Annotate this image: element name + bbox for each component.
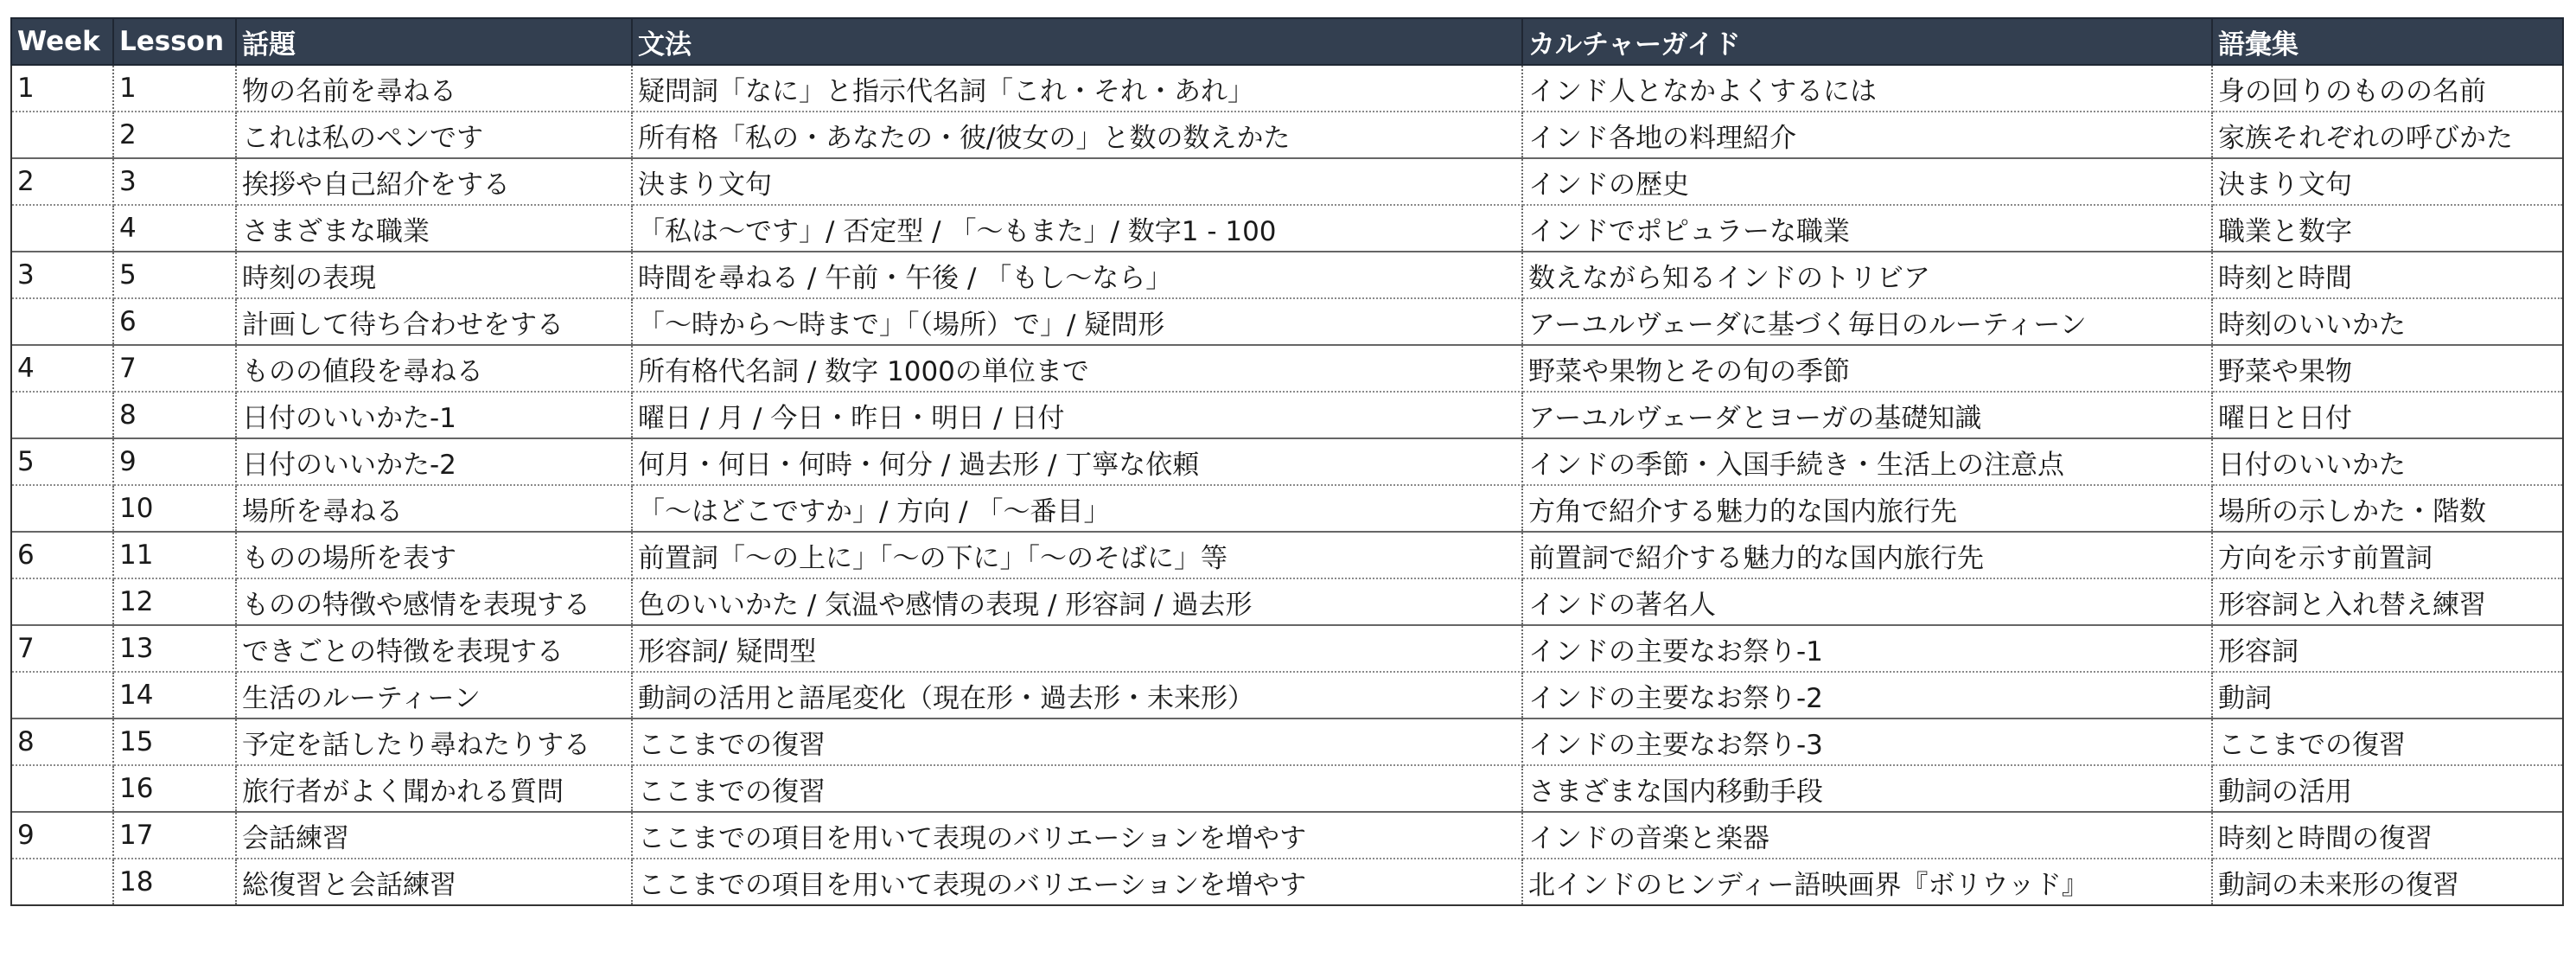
topic-cell[interactable]: ものの値段を尋ねる xyxy=(236,345,632,392)
lesson-cell[interactable]: 6 xyxy=(113,298,236,345)
lesson-cell[interactable]: 15 xyxy=(113,718,236,765)
header-row xyxy=(11,18,2563,65)
week-cell[interactable]: 4 xyxy=(11,345,113,392)
grammar-cell[interactable]: 所有格代名詞 / 数字 1000の単位まで xyxy=(632,345,1522,392)
vocab-cell[interactable]: 家族それぞれの呼びかた xyxy=(2212,112,2563,158)
vocab-cell[interactable]: 動詞 xyxy=(2212,672,2563,718)
grammar-cell[interactable]: 形容詞/ 疑問型 xyxy=(632,625,1522,672)
topic-cell[interactable]: 場所を尋ねる xyxy=(236,485,632,532)
vocab-cell[interactable]: 時刻のいいかた xyxy=(2212,298,2563,345)
week-cell[interactable] xyxy=(11,392,113,438)
table-row xyxy=(11,532,2563,578)
table-row xyxy=(11,859,2563,905)
table-row xyxy=(11,252,2563,298)
culture-cell[interactable]: インドの季節・入国手続き・生活上の注意点 xyxy=(1522,438,2212,485)
table-row xyxy=(11,485,2563,532)
topic-cell[interactable]: 時刻の表現 xyxy=(236,252,632,298)
table-row xyxy=(11,345,2563,392)
header-grammar[interactable]: 文法 xyxy=(632,18,1522,65)
table-row xyxy=(11,298,2563,345)
lesson-cell[interactable]: 7 xyxy=(113,345,236,392)
lesson-cell[interactable]: 8 xyxy=(113,392,236,438)
culture-cell[interactable]: 数えながら知るインドのトリビア xyxy=(1522,252,2212,298)
lesson-cell[interactable]: 13 xyxy=(113,625,236,672)
table-row xyxy=(11,65,2563,112)
vocab-cell[interactable]: 身の回りのものの名前 xyxy=(2212,65,2563,112)
vocab-cell[interactable]: 決まり文句 xyxy=(2212,158,2563,205)
week-cell[interactable] xyxy=(11,578,113,625)
week-cell[interactable]: 1 xyxy=(11,65,113,112)
culture-cell[interactable]: 北インドのヒンディー語映画界『ボリウッド』 xyxy=(1522,859,2212,905)
vocab-cell[interactable]: 時刻と時間の復習 xyxy=(2212,812,2563,859)
topic-cell[interactable]: さまざまな職業 xyxy=(236,205,632,252)
culture-cell[interactable]: 野菜や果物とその旬の季節 xyxy=(1522,345,2212,392)
vocab-cell[interactable]: 曜日と日付 xyxy=(2212,392,2563,438)
culture-cell[interactable]: インド人となかよくするには xyxy=(1522,65,2212,112)
culture-cell[interactable]: インドの主要なお祭り-2 xyxy=(1522,672,2212,718)
vocab-cell[interactable]: 野菜や果物 xyxy=(2212,345,2563,392)
grammar-cell[interactable]: 「〜はどこですか」/ 方向 / 「〜番目」 xyxy=(632,485,1522,532)
table-row xyxy=(11,765,2563,812)
grammar-cell[interactable]: 「〜時から〜時まで」「（場所）で」/ 疑問形 xyxy=(632,298,1522,345)
lesson-cell[interactable]: 3 xyxy=(113,158,236,205)
week-cell[interactable] xyxy=(11,672,113,718)
week-cell[interactable] xyxy=(11,112,113,158)
culture-cell[interactable]: インド各地の料理紹介 xyxy=(1522,112,2212,158)
grammar-cell[interactable]: 動詞の活用と語尾変化（現在形・過去形・未来形） xyxy=(632,672,1522,718)
lesson-cell[interactable]: 9 xyxy=(113,438,236,485)
table-row xyxy=(11,718,2563,765)
topic-cell[interactable]: 旅行者がよく聞かれる質問 xyxy=(236,765,632,812)
week-cell[interactable] xyxy=(11,859,113,905)
table-row xyxy=(11,392,2563,438)
lesson-cell[interactable]: 17 xyxy=(113,812,236,859)
topic-cell[interactable]: 総復習と会話練習 xyxy=(236,859,632,905)
table-row xyxy=(11,158,2563,205)
culture-cell[interactable]: 前置詞で紹介する魅力的な国内旅行先 xyxy=(1522,532,2212,578)
topic-cell[interactable]: 予定を話したり尋ねたりする xyxy=(236,718,632,765)
grammar-cell[interactable]: 「私は〜です」/ 否定型 / 「〜もまた」/ 数字1 - 100 xyxy=(632,205,1522,252)
header-lesson[interactable]: Lesson xyxy=(113,18,236,65)
topic-cell[interactable]: 挨拶や自己紹介をする xyxy=(236,158,632,205)
vocab-cell[interactable]: 動詞の未来形の復習 xyxy=(2212,859,2563,905)
topic-cell[interactable]: 生活のルーティーン xyxy=(236,672,632,718)
topic-cell[interactable]: ものの場所を表す xyxy=(236,532,632,578)
week-cell[interactable]: 6 xyxy=(11,532,113,578)
vocab-cell[interactable]: 場所の示しかた・階数 xyxy=(2212,485,2563,532)
lesson-cell[interactable]: 2 xyxy=(113,112,236,158)
culture-cell[interactable]: インドの歴史 xyxy=(1522,158,2212,205)
table-row xyxy=(11,812,2563,859)
grammar-cell[interactable]: 前置詞「〜の上に」「〜の下に」「〜のそばに」等 xyxy=(632,532,1522,578)
topic-cell[interactable]: 物の名前を尋ねる xyxy=(236,65,632,112)
header-culture[interactable]: カルチャーガイド xyxy=(1522,18,2212,65)
lesson-cell[interactable]: 5 xyxy=(113,252,236,298)
topic-cell[interactable]: 会話練習 xyxy=(236,812,632,859)
lesson-cell[interactable]: 16 xyxy=(113,765,236,812)
vocab-cell[interactable]: ここまでの復習 xyxy=(2212,718,2563,765)
topic-cell[interactable]: 日付のいいかた-1 xyxy=(236,392,632,438)
lesson-cell[interactable]: 14 xyxy=(113,672,236,718)
topic-cell[interactable]: これは私のペンです xyxy=(236,112,632,158)
culture-cell[interactable]: アーユルヴェーダとヨーガの基礎知識 xyxy=(1522,392,2212,438)
week-cell[interactable]: 2 xyxy=(11,158,113,205)
vocab-cell[interactable]: 時刻と時間 xyxy=(2212,252,2563,298)
lesson-cell[interactable]: 1 xyxy=(113,65,236,112)
lesson-cell[interactable]: 12 xyxy=(113,578,236,625)
header-vocab[interactable]: 語彙集 xyxy=(2212,18,2563,65)
week-cell[interactable]: 5 xyxy=(11,438,113,485)
vocab-cell[interactable]: 日付のいいかた xyxy=(2212,438,2563,485)
week-cell[interactable]: 3 xyxy=(11,252,113,298)
culture-cell[interactable]: インドでポピュラーな職業 xyxy=(1522,205,2212,252)
grammar-cell[interactable]: 疑問詞「なに」と指示代名詞「これ・それ・あれ」 xyxy=(632,65,1522,112)
topic-cell[interactable]: できごとの特徴を表現する xyxy=(236,625,632,672)
table-row xyxy=(11,205,2563,252)
vocab-cell[interactable]: 職業と数字 xyxy=(2212,205,2563,252)
culture-cell[interactable]: インドの音楽と楽器 xyxy=(1522,812,2212,859)
culture-cell[interactable]: インドの主要なお祭り-3 xyxy=(1522,718,2212,765)
culture-cell[interactable]: インドの主要なお祭り-1 xyxy=(1522,625,2212,672)
culture-cell[interactable]: 方角で紹介する魅力的な国内旅行先 xyxy=(1522,485,2212,532)
header-topic[interactable]: 話題 xyxy=(236,18,632,65)
table-row xyxy=(11,438,2563,485)
grammar-cell[interactable]: 何月・何日・何時・何分 / 過去形 / 丁寧な依頼 xyxy=(632,438,1522,485)
lesson-cell[interactable]: 18 xyxy=(113,859,236,905)
culture-cell[interactable]: インドの著名人 xyxy=(1522,578,2212,625)
week-cell[interactable] xyxy=(11,485,113,532)
vocab-cell[interactable]: 動詞の活用 xyxy=(2212,765,2563,812)
table-row xyxy=(11,625,2563,672)
week-cell[interactable] xyxy=(11,765,113,812)
lesson-cell[interactable]: 11 xyxy=(113,532,236,578)
topic-cell[interactable]: ものの特徴や感情を表現する xyxy=(236,578,632,625)
week-cell[interactable]: 7 xyxy=(11,625,113,672)
curriculum-table xyxy=(10,17,2564,906)
table-row xyxy=(11,578,2563,625)
grammar-cell[interactable]: ここまでの項目を用いて表現のバリエーションを増やす xyxy=(632,859,1522,905)
topic-cell[interactable]: 計画して待ち合わせをする xyxy=(236,298,632,345)
week-cell[interactable] xyxy=(11,298,113,345)
vocab-cell[interactable]: 形容詞と入れ替え練習 xyxy=(2212,578,2563,625)
table-row xyxy=(11,112,2563,158)
culture-cell[interactable]: アーユルヴェーダに基づく毎日のルーティーン xyxy=(1522,298,2212,345)
grammar-cell[interactable]: 時間を尋ねる / 午前・午後 / 「もし〜なら」 xyxy=(632,252,1522,298)
topic-cell[interactable]: 日付のいいかた-2 xyxy=(236,438,632,485)
grammar-cell[interactable]: 色のいいかた / 気温や感情の表現 / 形容詞 / 過去形 xyxy=(632,578,1522,625)
vocab-cell[interactable]: 形容詞 xyxy=(2212,625,2563,672)
culture-cell[interactable]: さまざまな国内移動手段 xyxy=(1522,765,2212,812)
header-week[interactable]: Week xyxy=(11,18,113,65)
week-cell[interactable]: 8 xyxy=(11,718,113,765)
grammar-cell[interactable]: ここまでの復習 xyxy=(632,765,1522,812)
grammar-cell[interactable]: 決まり文句 xyxy=(632,158,1522,205)
lesson-cell[interactable]: 4 xyxy=(113,205,236,252)
week-cell[interactable] xyxy=(11,205,113,252)
grammar-cell[interactable]: ここまでの復習 xyxy=(632,718,1522,765)
grammar-cell[interactable]: 曜日 / 月 / 今日・昨日・明日 / 日付 xyxy=(632,392,1522,438)
lesson-cell[interactable]: 10 xyxy=(113,485,236,532)
grammar-cell[interactable]: 所有格「私の・あなたの・彼/彼女の」と数の数えかた xyxy=(632,112,1522,158)
grammar-cell[interactable]: ここまでの項目を用いて表現のバリエーションを増やす xyxy=(632,812,1522,859)
week-cell[interactable]: 9 xyxy=(11,812,113,859)
table-body xyxy=(11,65,2563,905)
table-row xyxy=(11,672,2563,718)
vocab-cell[interactable]: 方向を示す前置詞 xyxy=(2212,532,2563,578)
